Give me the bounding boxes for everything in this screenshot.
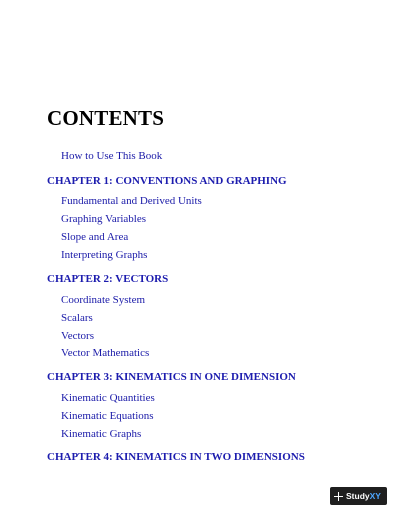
toc-item-kinematic-quantities[interactable]: Kinematic Quantities <box>61 392 155 404</box>
toc-chapter-4[interactable]: CHAPTER 4: KINEMATICS IN TWO DIMENSIONS <box>47 451 305 463</box>
toc-item-fundamental-units[interactable]: Fundamental and Derived Units <box>61 195 202 207</box>
toc-item-scalars[interactable]: Scalars <box>61 312 93 324</box>
brand-name-part1: Study <box>346 491 370 501</box>
toc-item-how-to-use[interactable]: How to Use This Book <box>61 150 163 162</box>
toc-item-interpreting-graphs[interactable]: Interpreting Graphs <box>61 249 148 261</box>
toc-item-vectors[interactable]: Vectors <box>61 330 94 342</box>
plus-icon <box>334 492 343 501</box>
studyxy-badge[interactable] <box>330 487 387 505</box>
brand-name-part2: XY <box>369 491 381 501</box>
toc-chapter-1[interactable]: CHAPTER 1: CONVENTIONS AND GRAPHING <box>47 175 287 187</box>
toc-chapter-2[interactable]: CHAPTER 2: VECTORS <box>47 273 169 285</box>
toc-item-slope-area[interactable]: Slope and Area <box>61 231 129 243</box>
toc-item-vector-mathematics[interactable]: Vector Mathematics <box>61 347 150 359</box>
toc-item-coordinate-system[interactable]: Coordinate System <box>61 294 146 306</box>
page-title: CONTENTS <box>47 106 165 130</box>
toc-item-graphing-variables[interactable]: Graphing Variables <box>61 213 147 225</box>
toc-chapter-3[interactable]: CHAPTER 3: KINEMATICS IN ONE DIMENSION <box>47 371 296 383</box>
toc-item-kinematic-equations[interactable]: Kinematic Equations <box>61 410 154 422</box>
toc-item-kinematic-graphs[interactable]: Kinematic Graphs <box>61 428 142 440</box>
